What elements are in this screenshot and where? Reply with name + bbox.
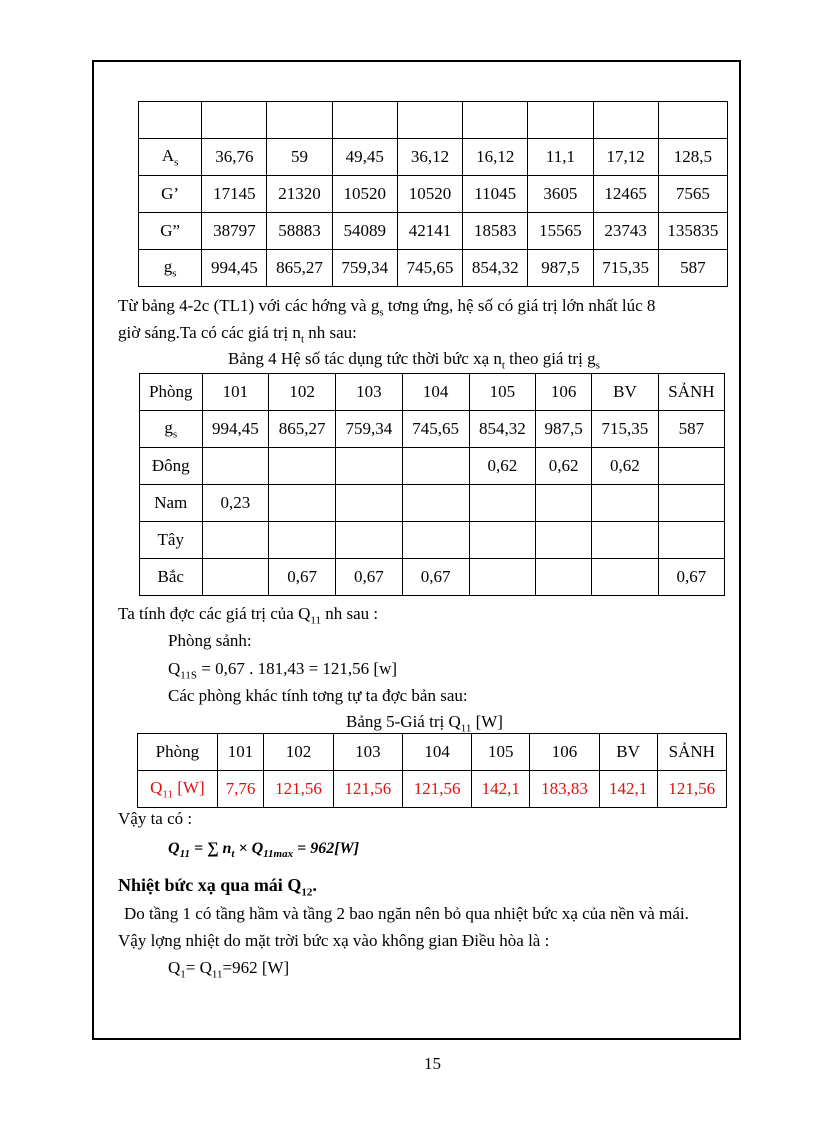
table-cell: 42141 [397, 213, 462, 250]
table-cell: 15565 [528, 213, 593, 250]
row-label-text: G” [160, 221, 181, 240]
table-cell [469, 522, 536, 559]
row-label-text: G’ [161, 184, 180, 203]
row-label [139, 213, 202, 250]
table-cell: 854,32 [469, 411, 536, 448]
table-cell: 142,1 [599, 771, 657, 808]
column-header: 104 [402, 374, 469, 411]
table-cell: 7565 [658, 176, 727, 213]
row-label [140, 411, 203, 448]
column-header: 101 [217, 734, 264, 771]
table-cell: 0,62 [592, 448, 659, 485]
table-q11-values [137, 733, 727, 808]
row-label-sub: s [172, 428, 178, 441]
table-cell: 142,1 [472, 771, 530, 808]
table-cell: 0,62 [536, 448, 592, 485]
row-label-text: Q [150, 777, 163, 797]
table-cell: 987,5 [536, 411, 592, 448]
table-cell: 49,45 [332, 139, 397, 176]
paragraph-line: Các phòng khác tính tơng tự ta đợc bản sau: [168, 686, 468, 705]
table-cell: 587 [658, 250, 727, 287]
table-cell: 17,12 [593, 139, 658, 176]
table-cell [658, 485, 724, 522]
table-cell: 0,67 [269, 559, 336, 596]
page-number: 15 [424, 1054, 441, 1073]
table-cell: 54089 [332, 213, 397, 250]
row-label [138, 771, 218, 808]
paragraph-line: Do tầng 1 có tầng hầm và tầng 2 bao ngăn nên bỏ qua nhiệt bức xạ của nền và mái. [124, 904, 689, 923]
table-cell [402, 485, 469, 522]
column-header: Phòng [138, 734, 218, 771]
table-cell: 10520 [332, 176, 397, 213]
paragraph-line: $Q_{11S} = 0,67$ . 181,43 = 121,56 [w] [168, 659, 398, 682]
table-cell [202, 559, 269, 596]
table-cell: 11,1 [528, 139, 593, 176]
table-row [139, 176, 728, 213]
table-solar-values [138, 101, 728, 287]
row-label: Bắc [140, 559, 203, 596]
row-label-sub: 11 [162, 788, 173, 801]
table-cell [658, 448, 724, 485]
column-header: 106 [536, 374, 592, 411]
table-header-row [140, 374, 725, 411]
row-label-sub: s [172, 267, 177, 280]
table-cell: 0,67 [336, 559, 403, 596]
row-label-text: g [164, 417, 173, 437]
table-row [140, 485, 725, 522]
table-cell: 715,35 [593, 250, 658, 287]
table-cell: 121,56 [264, 771, 333, 808]
table-row [140, 522, 725, 559]
column-header: 102 [269, 374, 336, 411]
table-cell: 18583 [463, 213, 528, 250]
table-cell [336, 448, 403, 485]
paragraph-line: giờ sáng.Ta có các giá trị $n_t$ nh sau: [118, 323, 357, 346]
paragraph-line: Vậy lợng nhiệt do mặt trời bức xạ vào không gian Điều hòa là : [118, 931, 550, 950]
table-cell: 183,83 [530, 771, 599, 808]
column-header: 101 [202, 374, 269, 411]
table-cell: 865,27 [267, 250, 332, 287]
table-cell: 0,23 [202, 485, 269, 522]
table-cell: 21320 [267, 176, 332, 213]
column-header: 104 [402, 734, 471, 771]
row-label: Đông [140, 448, 203, 485]
table-cell [536, 559, 592, 596]
table-cell: 36,76 [202, 139, 267, 176]
table-cell: 0,67 [402, 559, 469, 596]
table-cell [269, 522, 336, 559]
column-header: SẢNH [658, 374, 724, 411]
table-cell: 135835 [658, 213, 727, 250]
table-cell: 745,65 [397, 250, 462, 287]
table-cell: 36,12 [397, 139, 462, 176]
table-cell: 0,67 [658, 559, 724, 596]
formula-q11: $Q_{11}$ = ∑ $n_t \times Q_{11max} = 962[W]$ [168, 840, 360, 861]
column-header: BV [592, 374, 659, 411]
table-cell [536, 485, 592, 522]
row-label: Nam [140, 485, 203, 522]
column-header: 105 [469, 374, 536, 411]
table-cell [592, 559, 659, 596]
table-header-row [138, 734, 727, 771]
column-header: 105 [472, 734, 530, 771]
table-cell [269, 485, 336, 522]
table-cell: 7,76 [217, 771, 264, 808]
table-cell [269, 448, 336, 485]
table-cell [336, 485, 403, 522]
column-header: BV [599, 734, 657, 771]
table-cell: 994,45 [202, 411, 269, 448]
column-header: 102 [264, 734, 333, 771]
table-cell: 121,56 [402, 771, 471, 808]
table-row [140, 411, 725, 448]
table-cell: 3605 [528, 176, 593, 213]
table-cell: 994,45 [202, 250, 267, 287]
table-cell: 128,5 [658, 139, 727, 176]
section-heading: Nhiệt bức xạ qua mái $Q_{12}$. [118, 875, 317, 899]
table-cell [336, 522, 403, 559]
row-label [139, 176, 202, 213]
row-label-unit: [W] [172, 777, 205, 797]
table-cell: 865,27 [269, 411, 336, 448]
paragraph-line: Từ bảng 4-2c (TL1) với các hớng và $g_s$ tơng ứng, hệ số có giá trị lớn nhất lúc 8 [118, 296, 656, 319]
table-cell: 854,32 [463, 250, 528, 287]
table-cell [658, 522, 724, 559]
row-label-sub: s [174, 156, 179, 169]
table-cell: 715,35 [592, 411, 659, 448]
paragraph-line: Phòng sảnh: [168, 631, 252, 650]
table-row [139, 102, 728, 139]
table-cell: 745,65 [402, 411, 469, 448]
table-cell: 11045 [463, 176, 528, 213]
table-row [140, 448, 725, 485]
table-cell: 587 [658, 411, 724, 448]
row-label: Tây [140, 522, 203, 559]
table-cell: 23743 [593, 213, 658, 250]
table-cell: 12465 [593, 176, 658, 213]
paragraph-line: $Q_1= Q_{11}=962$ [W] [168, 958, 290, 981]
table-cell: 121,56 [333, 771, 402, 808]
table5-caption: Bảng 5-Giá trị $Q_{11}$ [W] [346, 712, 503, 735]
table-cell: 17145 [202, 176, 267, 213]
table-cell: 38797 [202, 213, 267, 250]
table4-caption: Bảng 4 Hệ số tác dụng tức thời bức xạ $n_t$ theo giá trị $g_s$ [228, 349, 600, 372]
table-row [139, 213, 728, 250]
table-cell: 16,12 [463, 139, 528, 176]
table-cell: 987,5 [528, 250, 593, 287]
column-header: 103 [333, 734, 402, 771]
paragraph-line: Ta tính đợc các giá trị của $Q_{11}$ nh sau : [118, 604, 379, 627]
paragraph-line: Vậy ta có : [118, 809, 193, 828]
column-header: 103 [336, 374, 403, 411]
table-cell [402, 522, 469, 559]
row-label [139, 250, 202, 287]
table-cell: 759,34 [332, 250, 397, 287]
table-cell: 0,62 [469, 448, 536, 485]
table-cell: 121,56 [657, 771, 726, 808]
table-cell [536, 522, 592, 559]
column-header: 106 [530, 734, 599, 771]
row-label-text: A [161, 145, 175, 165]
table-cell [469, 559, 536, 596]
table-row [139, 139, 728, 176]
row-label-text: g [163, 256, 173, 276]
table-nt-coefficients [139, 373, 725, 596]
table-row [138, 771, 727, 808]
table-cell: 58883 [267, 213, 332, 250]
table-cell: 59 [267, 139, 332, 176]
table-cell: 759,34 [336, 411, 403, 448]
table-cell: 10520 [397, 176, 462, 213]
table-cell [469, 485, 536, 522]
table-row [139, 250, 728, 287]
table-cell [592, 522, 659, 559]
row-label [139, 139, 202, 176]
table-row [140, 559, 725, 596]
column-header: Phòng [140, 374, 203, 411]
table-cell [592, 485, 659, 522]
table-cell [402, 448, 469, 485]
table-cell [202, 448, 269, 485]
column-header: SẢNH [657, 734, 726, 771]
table-cell [202, 522, 269, 559]
